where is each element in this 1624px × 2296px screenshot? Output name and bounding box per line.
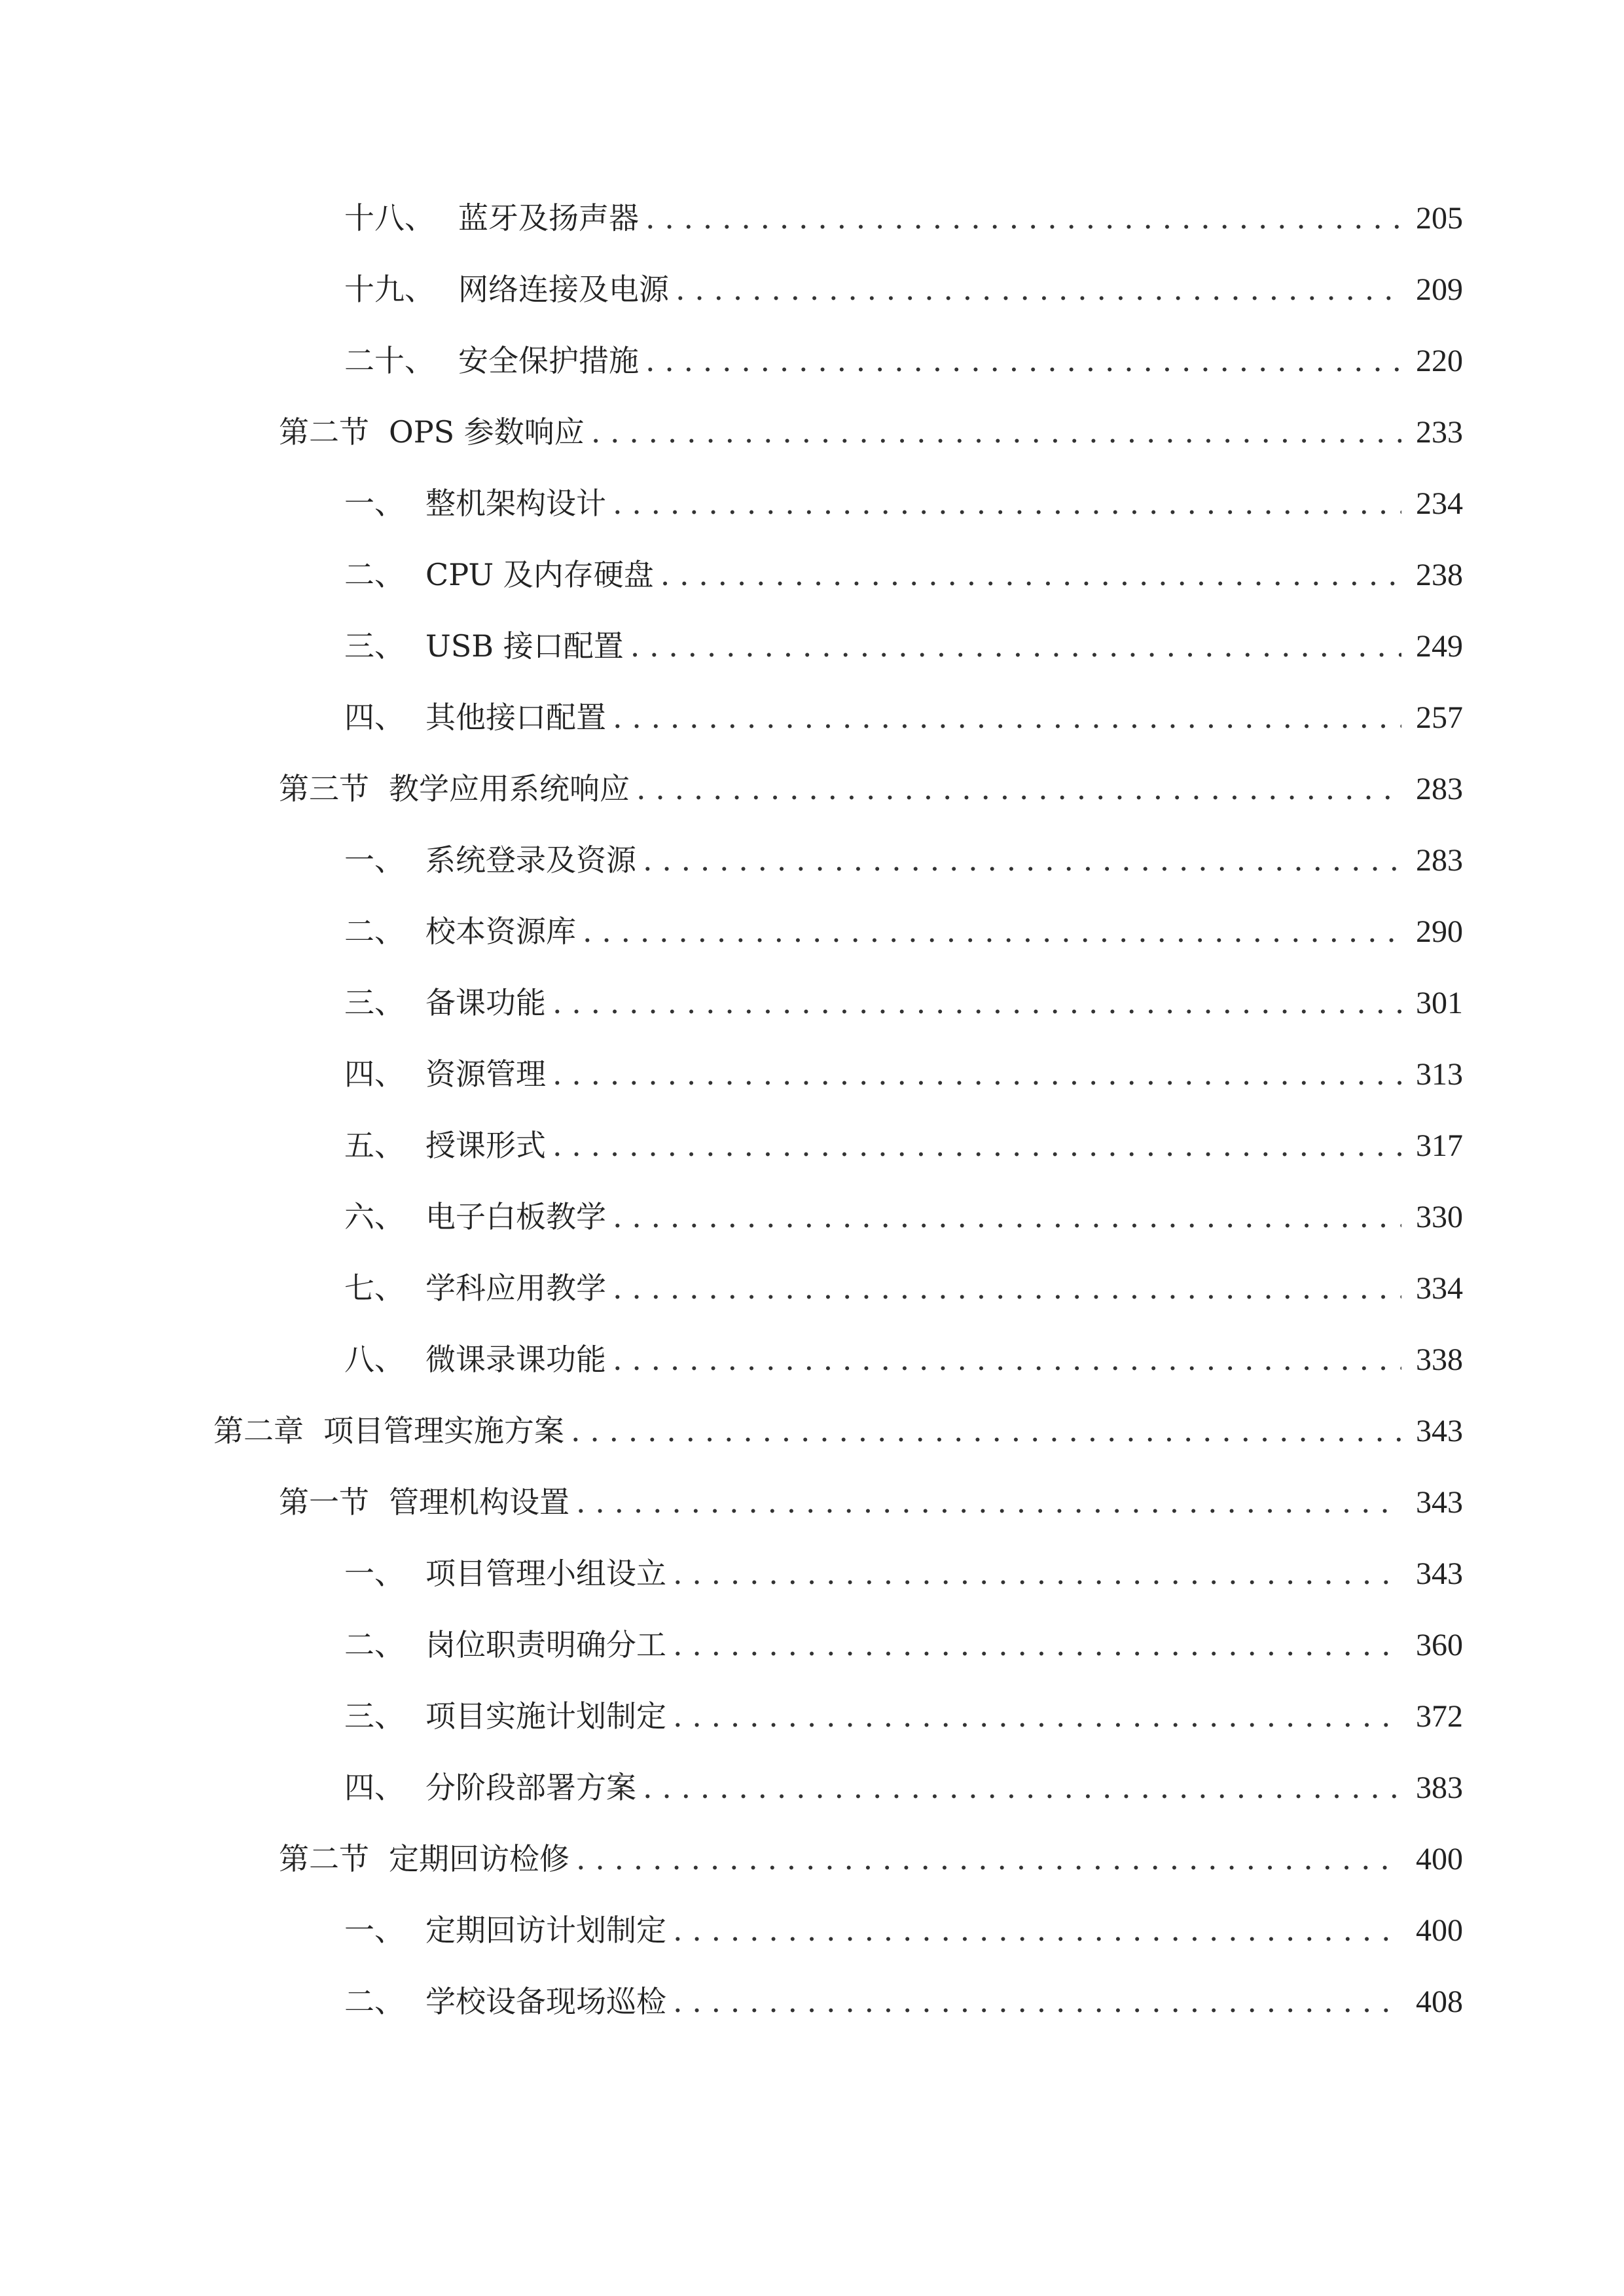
toc-entry-title: 整机架构设计: [425, 486, 606, 521]
toc-entry-number: 五、: [344, 1128, 405, 1163]
dot-leader: [673, 1907, 1401, 1953]
toc-entry-page: 334: [1416, 1271, 1463, 1306]
toc-entry-page: 343: [1416, 1414, 1463, 1448]
toc-entry-page: 209: [1416, 272, 1463, 307]
dot-leader: [591, 409, 1401, 455]
dot-leader: [552, 980, 1401, 1026]
toc-entry[interactable]: [279, 766, 1463, 812]
toc-entry-number: 十九、: [344, 272, 435, 307]
dot-leader: [576, 1479, 1401, 1525]
toc-entry-page: 301: [1416, 986, 1463, 1020]
toc-entry[interactable]: [279, 409, 1463, 455]
toc-entry[interactable]: [344, 908, 1463, 954]
dot-leader: [645, 195, 1401, 241]
dot-leader: [643, 1765, 1401, 1810]
toc-entry-number: 二、: [344, 914, 405, 949]
toc-entry-page: 317: [1416, 1128, 1463, 1163]
toc-entry-title: OPS 参数响应: [389, 414, 585, 450]
toc-entry-title: 资源管理: [425, 1056, 546, 1092]
toc-entry-title: 安全保护措施: [458, 343, 639, 378]
toc-entry-title: 项目实施计划制定: [425, 1698, 666, 1734]
toc-entry-number: 四、: [344, 1770, 405, 1805]
toc-entry-page: 283: [1416, 843, 1463, 878]
toc-entry-number: 六、: [344, 1199, 405, 1234]
dot-leader: [613, 480, 1401, 526]
toc-entry-number: 四、: [344, 700, 405, 735]
toc-entry-number: 第三节: [279, 771, 369, 806]
dot-leader: [643, 837, 1401, 883]
toc-entry-number: 一、: [344, 1912, 405, 1948]
toc-entry-title: 岗位职责明确分工: [425, 1627, 666, 1662]
dot-leader: [673, 1693, 1401, 1739]
toc-entry-title: 网络连接及电源: [458, 272, 669, 307]
toc-entry-number: 一、: [344, 486, 405, 521]
toc-entry[interactable]: [344, 980, 1463, 1026]
toc-entry-number: 八、: [344, 1342, 405, 1377]
dot-leader: [583, 908, 1401, 954]
dot-leader: [613, 1336, 1401, 1382]
toc-entry[interactable]: [344, 694, 1463, 740]
toc-entry[interactable]: [344, 837, 1463, 883]
dot-leader: [552, 1051, 1401, 1097]
toc-entry[interactable]: [344, 1979, 1463, 2024]
toc-entry-number: 三、: [344, 985, 405, 1020]
toc-entry-number: 一、: [344, 1556, 405, 1591]
toc-entry[interactable]: [344, 552, 1463, 598]
toc-entry[interactable]: [213, 1408, 1463, 1454]
toc-entry-page: 400: [1416, 1913, 1463, 1948]
toc-entry-title: 项目管理实施方案: [323, 1413, 564, 1448]
dot-leader: [673, 1979, 1401, 2024]
toc-entry-title: 电子白板教学: [425, 1199, 606, 1234]
toc-entry-title: 蓝牙及扬声器: [458, 200, 639, 236]
toc-entry-page: 372: [1416, 1699, 1463, 1734]
dot-leader: [576, 1836, 1401, 1882]
toc-entry[interactable]: [344, 1622, 1463, 1668]
toc-entry-page: 330: [1416, 1200, 1463, 1234]
toc-entry[interactable]: [344, 1336, 1463, 1382]
toc-entry-page: 257: [1416, 700, 1463, 735]
dot-leader: [673, 1551, 1401, 1596]
toc-entry-title: 授课形式: [425, 1128, 546, 1163]
toc-entry-title: USB 接口配置: [425, 628, 624, 664]
toc-entry[interactable]: [344, 1265, 1463, 1311]
toc-entry-number: 第一节: [279, 1484, 369, 1520]
toc-entry-title: 学校设备现场巡检: [425, 1984, 666, 2019]
dot-leader: [660, 552, 1401, 598]
toc-entry-page: 234: [1416, 486, 1463, 521]
toc-entry-page: 313: [1416, 1057, 1463, 1092]
toc-entry[interactable]: [344, 338, 1463, 384]
toc-entry-title: 项目管理小组设立: [425, 1556, 666, 1591]
toc-entry[interactable]: [344, 1765, 1463, 1810]
toc-entry[interactable]: [279, 1836, 1463, 1882]
toc-entry[interactable]: [344, 1551, 1463, 1596]
toc-entry-page: 290: [1416, 914, 1463, 949]
toc-entry-number: 二、: [344, 557, 405, 592]
dot-leader: [571, 1408, 1401, 1454]
toc-entry-title: 管理机构设置: [389, 1484, 569, 1520]
toc-entry-page: 238: [1416, 558, 1463, 592]
toc-entry-page: 283: [1416, 772, 1463, 806]
toc-entry[interactable]: [344, 1194, 1463, 1240]
toc-entry-title: 教学应用系统响应: [389, 771, 630, 806]
toc-entry-page: 205: [1416, 201, 1463, 236]
toc-entry[interactable]: [344, 623, 1463, 669]
toc-entry-page: 220: [1416, 344, 1463, 378]
toc-entry-title: 学科应用教学: [425, 1270, 606, 1306]
toc-entry-number: 第二节: [279, 414, 369, 450]
toc-entry-title: 微课录课功能: [425, 1342, 606, 1377]
toc-entry[interactable]: [344, 1693, 1463, 1739]
dot-leader: [613, 694, 1401, 740]
toc-entry-title: 其他接口配置: [425, 700, 606, 735]
toc-entry-number: 四、: [344, 1056, 405, 1092]
dot-leader: [673, 1622, 1401, 1668]
toc-entry-title: 校本资源库: [425, 914, 576, 949]
toc-entry-title: 备课功能: [425, 985, 546, 1020]
toc-entry-title: 系统登录及资源: [425, 842, 636, 878]
toc-entry-page: 249: [1416, 629, 1463, 664]
dot-leader: [613, 1265, 1401, 1311]
toc-entry-number: 第二章: [213, 1413, 304, 1448]
toc-entry-page: 400: [1416, 1842, 1463, 1876]
toc-entry-number: 十八、: [344, 200, 435, 236]
toc-entry[interactable]: [344, 1051, 1463, 1097]
dot-leader: [676, 266, 1401, 312]
toc-entry[interactable]: [344, 266, 1463, 312]
toc-entry-page: 408: [1416, 1984, 1463, 2019]
toc-entry-title: 分阶段部署方案: [425, 1770, 636, 1805]
toc-entry-number: 七、: [344, 1270, 405, 1306]
toc-entry-number: 二、: [344, 1984, 405, 2019]
toc-entry-number: 第二节: [279, 1841, 369, 1876]
toc-entry[interactable]: [344, 480, 1463, 526]
toc-entry-number: 一、: [344, 842, 405, 878]
toc-entry-title: CPU 及内存硬盘: [425, 557, 654, 592]
dot-leader: [645, 338, 1401, 384]
toc-entry[interactable]: [344, 1122, 1463, 1168]
toc-entry-number: 三、: [344, 628, 405, 664]
toc-entry[interactable]: [279, 1479, 1463, 1525]
dot-leader: [552, 1122, 1401, 1168]
toc-entry-title: 定期回访计划制定: [425, 1912, 666, 1948]
toc-entry-page: 383: [1416, 1770, 1463, 1805]
toc-entry-number: 三、: [344, 1698, 405, 1734]
toc-entry-number: 二、: [344, 1627, 405, 1662]
toc-entry-page: 343: [1416, 1556, 1463, 1591]
dot-leader: [630, 623, 1401, 669]
toc-entry-page: 338: [1416, 1342, 1463, 1377]
toc-entry-title: 定期回访检修: [389, 1841, 569, 1876]
dot-leader: [613, 1194, 1401, 1240]
toc-entry-page: 360: [1416, 1628, 1463, 1662]
dot-leader: [636, 766, 1401, 812]
toc-entry-page: 343: [1416, 1485, 1463, 1520]
toc-entry-page: 233: [1416, 415, 1463, 450]
toc-entry[interactable]: [344, 195, 1463, 241]
toc-entry[interactable]: [344, 1907, 1463, 1953]
toc-entry-number: 二十、: [344, 343, 435, 378]
